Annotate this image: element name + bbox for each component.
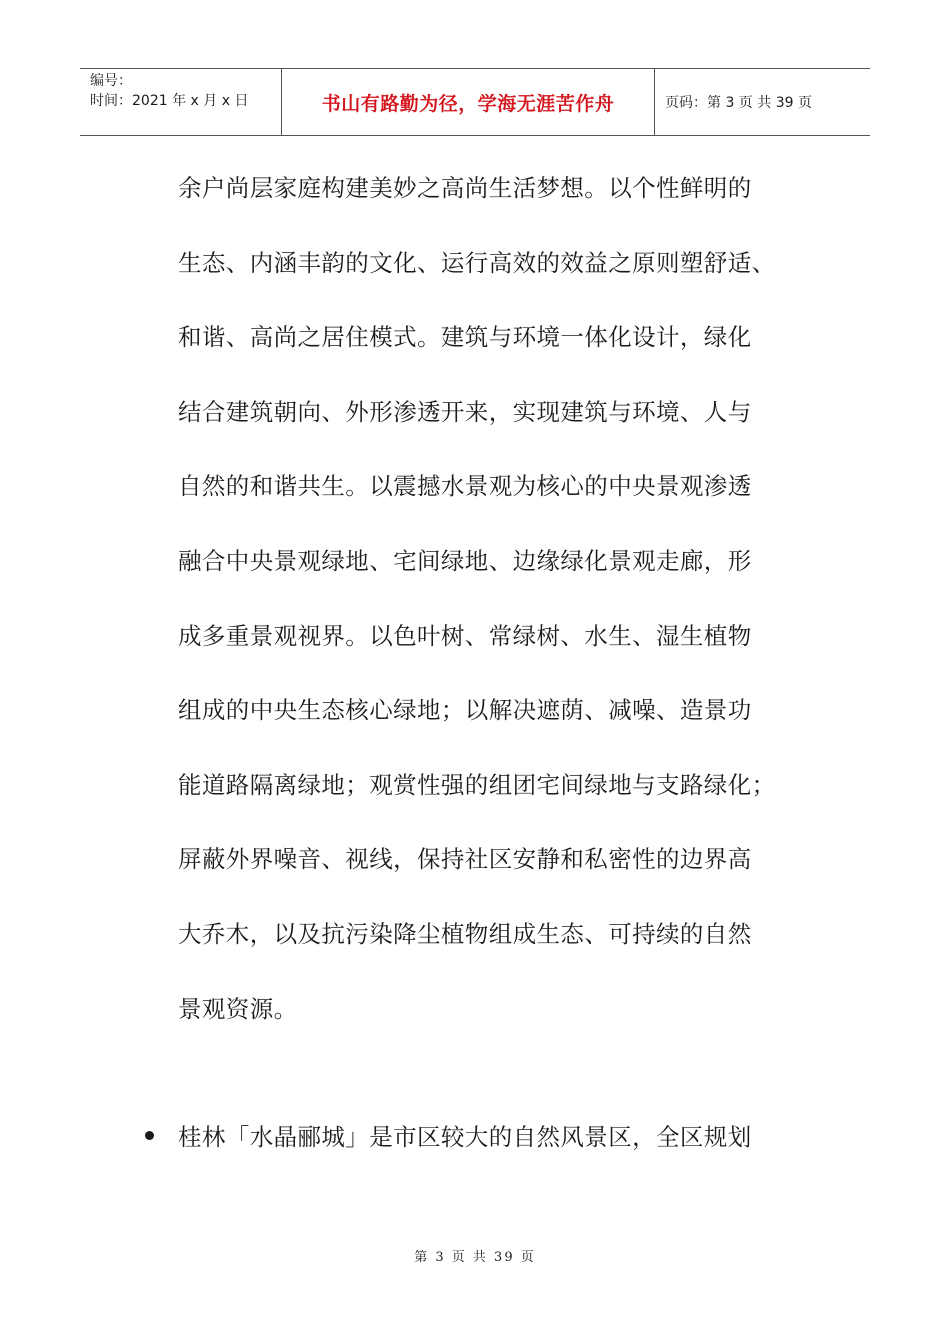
paragraph-line: 余户尚层家庭构建美妙之高尚生活梦想。以个性鲜明的 — [178, 174, 752, 202]
header-motto: 书山有路勤为径，学海无涯苦作舟 — [282, 69, 655, 135]
paragraph-line: 和谐、高尚之居住模式。建筑与环境一体化设计，绿化 — [178, 323, 752, 352]
paragraph-line: 结合建筑朝向、外形渗透开来，实现建筑与环境、人与 — [178, 397, 752, 426]
paragraph-line: 自然的和谐共生。以震撼水景观为核心的中央景观渗透 — [178, 472, 752, 501]
paragraph-line: 融合中央景观绿地、宅间绿地、边缘绿化景观走廊，形 — [178, 546, 752, 575]
bullet-item: 桂林「水晶郦城」是市区较大的自然风景区，全区规划 — [178, 1123, 752, 1151]
paragraph-line: 生态、内涵丰韵的文化、运行高效的效益之原则塑舒适、 — [178, 248, 776, 277]
header-meta — [80, 69, 282, 135]
number-label: 编号： — [90, 73, 132, 89]
paragraph-line: 大乔木，以及抗污染降尘植物组成生态、可持续的自然 — [178, 919, 752, 948]
paragraph-line: 能道路隔离绿地；观赏性强的组团宅间绿地与支路绿化； — [178, 770, 776, 799]
paragraph-line: 组成的中央生态核心绿地；以解决遮荫、减噪、造景功 — [178, 696, 752, 725]
bullet-dot-icon — [145, 1131, 154, 1140]
paragraph-line: 成多重景观视界。以色叶树、常绿树、水生、湿生植物 — [178, 621, 752, 650]
page-footer: 第 3 页 共 39 页 — [414, 1250, 536, 1265]
date-label: 时间：2021 年 x 月 x 日 — [90, 93, 249, 109]
body-paragraph — [178, 162, 838, 1057]
paragraph-line: 屏蔽外界噪音、视线，保持社区安静和私密性的边界高 — [178, 845, 752, 874]
header-page-info: 页码：第 3 页 共 39 页 — [665, 95, 812, 111]
page-header — [80, 68, 870, 136]
paragraph-line: 景观资源。 — [178, 994, 298, 1023]
